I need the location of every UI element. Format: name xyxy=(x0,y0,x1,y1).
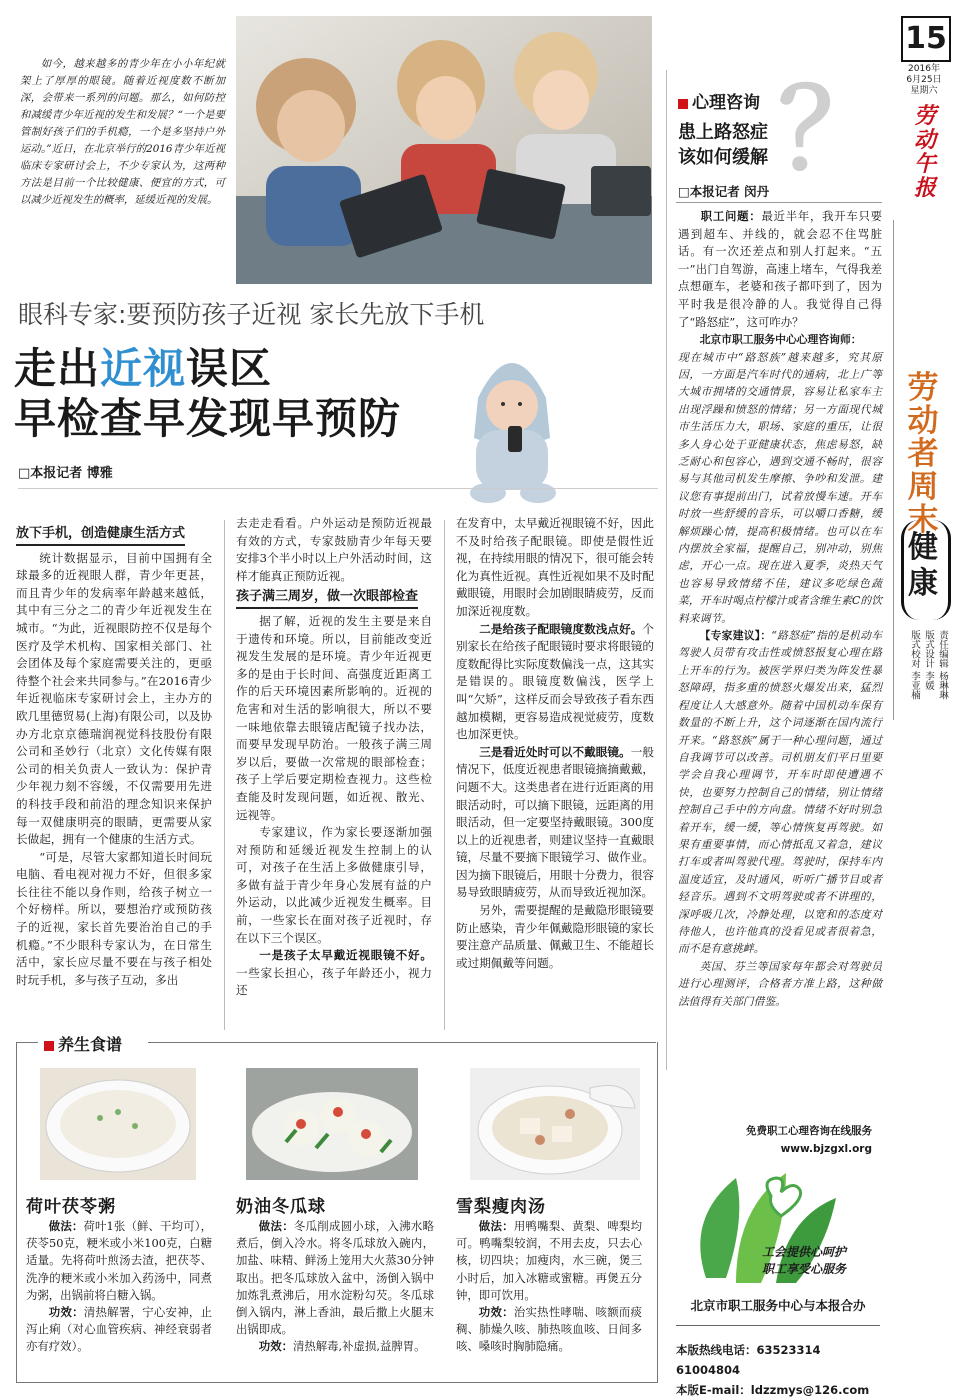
children-tablet-photo xyxy=(236,16,652,284)
lead-headline xyxy=(14,344,484,444)
weekly-title: 劳动者周末 xyxy=(907,370,939,538)
winter-melon-photo xyxy=(246,1068,418,1180)
recipes-section-label xyxy=(40,1032,126,1055)
slogan-line: 工会提供心呵护 xyxy=(762,1245,847,1259)
recipes-section-text: 养生食谱 xyxy=(58,1035,123,1054)
pear-soup-bowl-illustration xyxy=(470,1068,640,1180)
lead-column-2 xyxy=(236,515,432,1000)
method-text: 冬瓜削成圆小球，入沸水略煮后，倒入冷水。将冬瓜球放入碗内，加盐、味精、鲜汤上笼用大火蒸30分钟取出。把冬瓜球放入盆中，汤倒入锅中加炼乳煮沸后，用水淀粉勾芡。冬瓜球倒入锅内，淋上香油，最后撒上火腿末出锅即成。 xyxy=(236,1219,434,1337)
headline-part: 误区 xyxy=(186,344,273,393)
method-text: 荷叶1张（鲜、干均可），茯苓50克，粳米或小米100克，白糖适量。先将荷叶煎汤去渣，把茯苓、洗净的粳米或小米加入药汤中，同煮为粥，出锅前将白糖入锅。 xyxy=(26,1219,212,1302)
pear-soup-photo xyxy=(470,1068,640,1180)
subheading: 放下手机，创造健康生活方式 xyxy=(16,525,185,546)
effect-label: 功效： xyxy=(258,1339,293,1354)
column-divider xyxy=(224,520,225,1030)
recipe-body xyxy=(26,1218,212,1356)
paragraph-lead: 二是给孩子配眼镜度数浅点好。 xyxy=(479,621,643,636)
service-org: 北京市职工服务中心与本报合办 xyxy=(690,1298,866,1313)
psych-title-line: 该如何缓解 xyxy=(678,147,768,168)
recipes-box-top-right xyxy=(148,1042,656,1043)
expert-text: “路怒症”指的是机动车驾驶人员带有攻击性或愤怒报复心理在路上开车的行为。被医学界归类为阵发性暴怒障碍，指多重的愤怒火爆发出来，猛烈程度让人大感意外。随着中国机动车保有数量的不断上升，这个词逐渐在国内流行开来。“路怒族”属于一种心理问题，通过自我调节可以改善。司机朋友们平日里要学会自我心理调节，开车时即使遭遇不快，也要努力控制自己的情绪，别让情绪控制自己手中的方向盘。情绪不好时别急着开车，缓一缓，等心情恢复再驾驶。如果有重要事情，而心情抵乱又着急，建议打车或者叫驾驶代理。驾驶时，保持车内温度适宜，及时通风，听听广播节目或者轻音乐。遇到不文明驾驶或者不讲理的，深呼吸几次，冷静处理，以宽和的态度对待他人，也许他真的没看见或者很着急，而不是有意挑衅。 xyxy=(678,629,882,956)
service-url[interactable]: www.bjzgxl.org xyxy=(780,1143,872,1155)
paragraph: 去走走看看。户外运动是预防近视最有效的方式，专家鼓励青少年每天要安排3个半小时以上户外活动时间，这样才能真正预防近视。 xyxy=(236,516,432,583)
lead-column-1 xyxy=(16,522,212,989)
lead-rule xyxy=(18,488,658,489)
paragraph: 据了解，近视的发生主要是来自于遗传和环境。所以，目前能改变近视发生发展的是环境。青少年近视更多的是由于长时间、高强度近距离工作的后天环境因素所影响的。近视的危害和对生活的影响很大，所以不要一味地依靠去眼镜店配镜子找办法，而要早发现早防治。一般孩子满三周岁以后，要做一次常规的眼部检查；孩子上学后要定期检查视力。这些检查能及时发现问题，如近视、散光、远视等。 xyxy=(236,613,432,822)
psych-section-text: 心理咨询 xyxy=(692,93,760,113)
paragraph: 一般情况下，低度近视患者眼镜摘摘戴戴，问题不大。这类患者在进行近距离的用眼活动时，可以摘下眼镜，远距离的用眼活动，但一定要坚持戴眼镜。300度以上的近视患者，则建议坚持一直戴眼镜，尽量不要摘下眼镜学习、做作业。因为摘下眼镜后，用眼十分费力，很容易导致眼睛疲劳，从而导致近视加深。 xyxy=(456,744,654,900)
effect-text: 清热解署，宁心安神，止泻止痢（对心血管疾病、神经衰弱者亦有疗效）。 xyxy=(26,1305,212,1354)
hotline-label: 本版热线电话： xyxy=(676,1343,757,1357)
recipe-body xyxy=(456,1218,642,1356)
lead-intro: 如今，越来越多的青少年在小小年纪就架上了厚厚的眼镜。随着近视度数不断加深，会带来一系列的问题。那么，如何防控和减缓青少年近视的发生和发展？“一个是要管制好孩子们的手机瘾，一个是多坚持户外运动。”近日，在北京举行的2016青少年近视临床专家研讨会上，不少专家认为，这两种方法是目前一个比较健康、便宜的方式，可以减少近视发生的概率，延缓近视的发展。 xyxy=(20,58,225,206)
closing-text: 英国、芬兰等国家每年都会对驾驶员进行心理测评，合格者方准上路，这种做法值得有关部门借鉴。 xyxy=(678,959,882,1008)
page-number: 15 xyxy=(901,16,951,62)
effect-text: 治实热性哮喘、咳额而痰稠、肺燥久咳、肺热咳血咳、日间多咳、嗓咳时胸肺隐痛。 xyxy=(456,1305,642,1354)
question-mark-graphic: ？ xyxy=(778,66,888,194)
porridge-bowl-illustration xyxy=(40,1068,196,1180)
recipes-box-top-left xyxy=(16,1042,38,1043)
paragraph: “可是，尽管大家都知道长时间玩电脑、看电视对视力不好，但很多家长往往不能以身作则，给孩子树立一个好榜样。所以，要想治疗或预防孩子的近视，家长首先要治治自己的手机瘾。”不少眼科专家认为，在日常生活中，家长应尽量不要在与孩子相处时玩手机，多与孩子互动，多出 xyxy=(16,849,212,987)
paragraph-lead: 一是孩子太早戴近视眼镜不好。 xyxy=(259,948,432,963)
paragraph: 在发育中，太早戴近视眼镜不好，因此不及时给孩子配眼镜。即使是假性近视，在持续用眼的情况下，很可能会转化为真性近视。真性近视如果不及时配戴眼镜，用眼时会加剧眼睛疲劳，反而加深近视度数。 xyxy=(456,516,654,618)
headline-highlight: 近视 xyxy=(100,344,187,393)
section-marker xyxy=(44,1041,54,1051)
effect-label: 功效： xyxy=(48,1305,84,1320)
column-divider xyxy=(666,70,667,1070)
paragraph: 个别家长在给孩子配眼镜时要求将眼镜的度数配得比实际度数偏浅一点，这其实是错误的。眼镜度数偏浅，医学上叫“欠矫”，这样反而会导致孩子看东西越加模糊，更容易造成视觉疲劳，度数也加深更快。 xyxy=(456,621,654,742)
email-label: 本版E-mail： xyxy=(676,1383,751,1397)
baby-photo xyxy=(458,338,566,506)
issue-date: 2016年 6月25日 星期六 xyxy=(906,64,942,96)
answer-text: 现在城市中“路怒族”越来越多，究其原因，一方面是汽车时代的通病，北上广等大城市拥堵的交通情景，容易让私家车主出现浮躁和愤怒的情绪；另一方面现代城市生活压力大，职场、家庭的重压，让很多人身心处于亚健康状态，焦虑易怒，缺乏耐心和包容心，遇到交通不畅时，很容易与其他司机发生摩擦、争吵和发泄。建议您有事提前出门，试着放慢车速。开车时放一些舒缓的音乐，可以嚼口香糖，缓解烦躁心情，提高积极情绪。也可以在车内摆放全家福，提醒自己，别冲动，别焦虑，开心一点。现在进入夏季，炎热天气也容易导致情绪不佳，建议多吃绿色蔬菜，开车时喝点柠檬汁或者含维生素C的饮料来调节。 xyxy=(678,350,882,625)
effect-text: 清热解毒,补虚损,益脾胃。 xyxy=(292,1339,426,1354)
winter-melon-balls-illustration xyxy=(246,1068,418,1180)
hotline-rule xyxy=(676,1325,880,1326)
method-label: 做法： xyxy=(48,1219,84,1233)
lead-byline: □本报记者 博雅 xyxy=(18,466,113,481)
question-lead: 职工问题： xyxy=(700,209,762,223)
psych-body xyxy=(678,208,882,1010)
hotline-block xyxy=(676,1340,886,1400)
subheading: 孩子满三周岁，做一次眼部检查 xyxy=(236,588,418,609)
method-label: 做法： xyxy=(478,1219,514,1233)
hotline-number: 63523314 61004804 xyxy=(676,1343,821,1377)
headline-line-2: 早检查早发现早预防 xyxy=(14,394,402,443)
email-address[interactable]: ldzzmys@126.com xyxy=(750,1383,870,1397)
effect-label: 功效： xyxy=(478,1305,514,1320)
psych-title-line: 患上路怒症 xyxy=(678,122,768,143)
rail-divider xyxy=(893,220,894,720)
recipe-title: 奶油冬瓜球 xyxy=(236,1197,326,1217)
recipe-title: 雪梨瘦肉汤 xyxy=(456,1197,546,1217)
editor-line: 版式校对 李亚楠 xyxy=(909,630,920,700)
editor-line: 责任编辑 杨琳琳 xyxy=(937,630,948,700)
section-title: 健康 xyxy=(908,530,938,601)
paragraph: 一些家长担心，孩子年龄还小，视力还 xyxy=(236,965,432,998)
baby-with-phone-illustration xyxy=(458,338,566,506)
paragraph-lead: 三是看近处时可以不戴眼镜。 xyxy=(479,744,631,759)
method-text: 用鸭嘴梨、黄梨、啤梨均可。鸭嘴梨较润，不用去皮，只去心核，切四块；加瘦肉，水三碗，煲三小时后，加入冰糖或蜜糖。再煲五分钟，即可饮用。 xyxy=(456,1219,642,1302)
service-slogan xyxy=(762,1244,880,1278)
recipe-body xyxy=(236,1218,434,1356)
headline-line-1 xyxy=(14,344,484,394)
recipe-title: 荷叶茯苓粥 xyxy=(26,1197,116,1217)
lead-kicker: 眼科专家:要预防孩子近视 家长先放下手机 xyxy=(18,300,485,329)
right-rail xyxy=(893,0,956,1393)
expert-lead: 【专家建议】： xyxy=(699,629,772,643)
paragraph: 专家建议，作为家长要逐渐加强对预防和延缓近视发生控制上的认可，对孩子在生活上多做健康引导，多做有益于青少年身心发展有益的户外运动，以此减少近视发生概率。目前，一些家长在面对孩子近视时，存在以下三个误区。 xyxy=(236,825,432,945)
psych-rule xyxy=(676,202,882,203)
lead-column-3 xyxy=(456,515,654,972)
section-marker xyxy=(678,99,688,109)
method-label: 做法： xyxy=(258,1219,294,1233)
paper-logo: 劳动午报 xyxy=(913,103,936,201)
psych-section-label xyxy=(678,88,760,113)
service-info xyxy=(700,1122,872,1158)
psych-title xyxy=(678,120,768,170)
service-line: 免费职工心理咨询在线服务 xyxy=(746,1125,872,1137)
slogan-line: 职工享受心服务 xyxy=(762,1262,847,1276)
paragraph: 统计数据显示，目前中国拥有全球最多的近视眼人群，青少年更甚，而且青少年的发病率年龄越来越低，其中有三分之二的青少年近视发生在城市。“为此，近视眼防控不仅是每个医疗及学术机构、国家相关部门、社会团体及每个家庭需要关注的，更亟待整个社会来共同参与。”在2016青少年近视临床专家研讨会上，主办方的欧几里德贸易(上海)有限公司，以及协办方北京京德瑞润视觉科技股份有限公司和圣妙行（北京）文化传媒有限公司的相关负责人一致认为：保护青少年视力刻不容缓，不仅需要用先进的科技手段和前沿的理念知识来保护每一双健康明亮的眼睛，更需要从家长做起，拥有一个健康的生活方式。 xyxy=(16,550,212,847)
editors-box xyxy=(899,630,953,740)
editor-line: 版式设计 李媛 xyxy=(923,630,934,691)
question-text: 最近半年，我开车只要遇到超车、并线的，就会忍不住骂脏话。有一次还差点和别人打起来。“五一”出门自驾游，高速上堵车，气得我差点想砸车，老婆和孩子都吓到了，因为平时我是很冷静的人。我觉得自己得了“路怒症”，这可咋办？ xyxy=(678,209,882,329)
children-tablet-illustration xyxy=(236,16,652,284)
headline-part: 走出 xyxy=(14,344,101,393)
paragraph: 另外，需要提醒的是戴隐形眼镜要防止感染，青少年佩戴隐形眼镜的家长要注意产品质量、佩戴卫生、不能超长或过期佩戴等问题。 xyxy=(456,903,654,970)
lotus-porridge-photo xyxy=(40,1068,196,1180)
psych-byline: □本报记者 闵丹 xyxy=(678,184,770,199)
column-divider xyxy=(444,520,445,1030)
answer-lead: 北京市职工服务中心心理咨询师： xyxy=(699,333,862,347)
